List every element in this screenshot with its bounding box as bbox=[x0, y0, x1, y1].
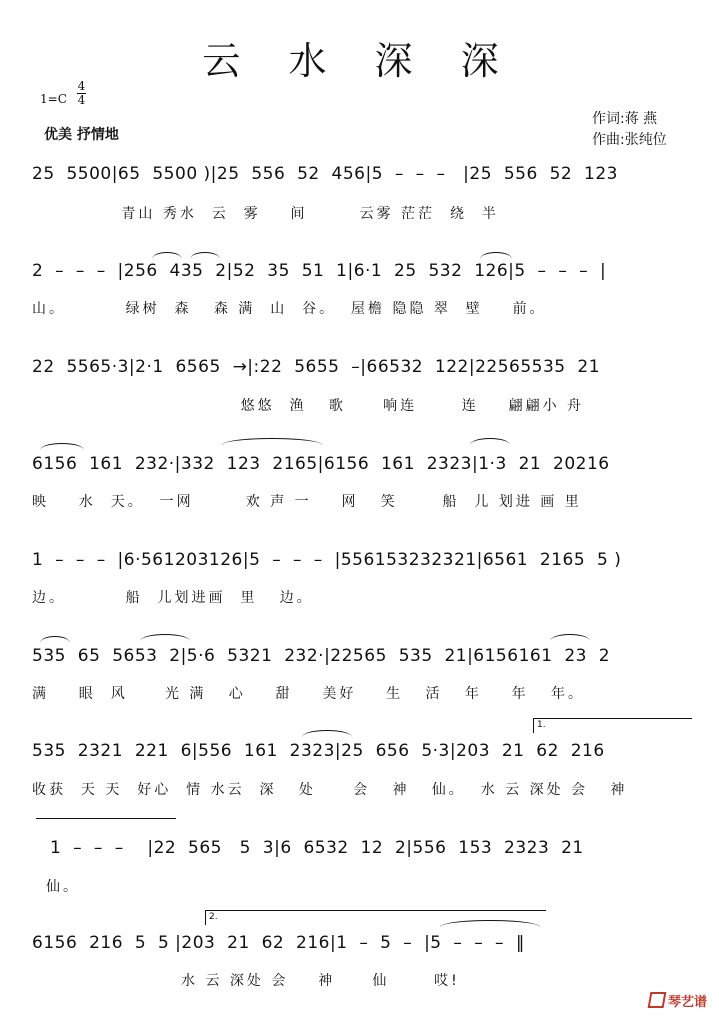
composer-credit: 作曲:张纯位 bbox=[592, 132, 667, 148]
slur-mark bbox=[470, 438, 510, 445]
slur-mark bbox=[152, 252, 182, 259]
lyrics-row-9: 水 云 深处 会 神 仙 哎! bbox=[32, 973, 460, 989]
slur-mark bbox=[480, 252, 512, 259]
key-signature: 1=C bbox=[40, 92, 67, 106]
score-row-6 bbox=[32, 646, 694, 666]
song-title: 云 水 深 深 bbox=[202, 39, 517, 83]
site-logo bbox=[649, 991, 707, 1010]
score-row-1 bbox=[32, 164, 694, 184]
volta-bracket-2 bbox=[205, 910, 546, 925]
slur-mark bbox=[190, 252, 220, 259]
time-signature bbox=[77, 80, 86, 107]
notes-row-2: 2 – – – |256 435 2|52 35 51 1|6·1 25 532 126|5 – – – | bbox=[32, 261, 607, 281]
notes-row-6: 535 65 5653 2|5·6 5321 232·|22565 535 21|6156161 23 2 bbox=[32, 646, 611, 666]
notes-row-4: 6156 161 232·|332 123 2165|6156 161 2323|1·3 21 20216 bbox=[32, 454, 610, 474]
logo-icon bbox=[648, 992, 667, 1008]
logo-text: 琴艺谱 bbox=[667, 995, 707, 1010]
notes-row-8: 1 – – – |22 565 5 3|6 6532 12 2|556 153 2323 21 bbox=[50, 838, 584, 858]
lyrics-row-8: 仙。 bbox=[46, 879, 80, 895]
lyricist-credit: 作词:蒋 燕 bbox=[592, 111, 658, 127]
score-row-4 bbox=[32, 454, 694, 474]
slur-mark bbox=[550, 634, 590, 641]
expression-mark: 优美 抒情地 bbox=[44, 127, 119, 143]
lyrics-row-5: 边。 船 儿划进画 里 边。 bbox=[32, 590, 314, 606]
lyrics-row-3: 悠悠 渔 歌 响连 连 翩翩小 舟 bbox=[32, 398, 585, 414]
score-row-5 bbox=[32, 550, 694, 570]
volta-label-2: 2. bbox=[209, 912, 218, 922]
slur-mark bbox=[222, 438, 322, 445]
notes-row-1: 25 5500|65 5500 )|25 556 52 456|5 – – – |25 556 52 123 bbox=[32, 164, 618, 184]
slur-mark bbox=[140, 634, 190, 641]
score-row-9 bbox=[32, 933, 694, 953]
volta-line bbox=[36, 818, 176, 819]
notes-row-3: 22 5565·3|2·1 6565 →|:22 5655 –|66532 122|22565535 21 bbox=[32, 357, 601, 377]
time-signature-top: 4 bbox=[77, 79, 86, 93]
score-row-3 bbox=[32, 357, 694, 377]
score-row-2 bbox=[32, 261, 694, 281]
score-row-7 bbox=[32, 741, 694, 761]
volta-bracket-1 bbox=[533, 718, 692, 733]
slur-mark bbox=[40, 443, 84, 450]
notes-row-7: 535 2321 221 6|556 161 2323|25 656 5·3|203 21 62 216 bbox=[32, 741, 605, 761]
lyrics-row-7: 收获 天 天 好心 情 水云 深 处 会 神 仙。 水 云 深处 会 神 bbox=[32, 782, 628, 798]
lyrics-row-2: 山。 绿树 森 森 满 山 谷。 屋檐 隐隐 翠 壁 前。 bbox=[32, 301, 547, 317]
slur-mark bbox=[302, 730, 352, 737]
lyrics-row-1: 青山 秀水 云 雾 间 云雾 茫茫 绕 半 bbox=[32, 206, 499, 222]
notes-row-9: 6156 216 5 5 |203 21 62 216|1 – 5 – |5 – – – ‖ bbox=[32, 933, 525, 953]
time-signature-bottom: 4 bbox=[77, 93, 86, 107]
lyrics-row-6: 满 眼 风 光 满 心 甜 美好 生 活 年 年 年。 bbox=[32, 686, 586, 702]
score-row-8 bbox=[50, 838, 712, 858]
volta-label-1: 1. bbox=[537, 720, 546, 730]
slur-mark bbox=[40, 636, 70, 643]
lyrics-row-4: 映 水 天。 一网 欢 声 一 网 笑 船 儿 划进 画 里 bbox=[32, 494, 582, 510]
notes-row-5: 1 – – – |6·561203126|5 – – – |556153232321|6561 2165 5 ) bbox=[32, 550, 622, 570]
